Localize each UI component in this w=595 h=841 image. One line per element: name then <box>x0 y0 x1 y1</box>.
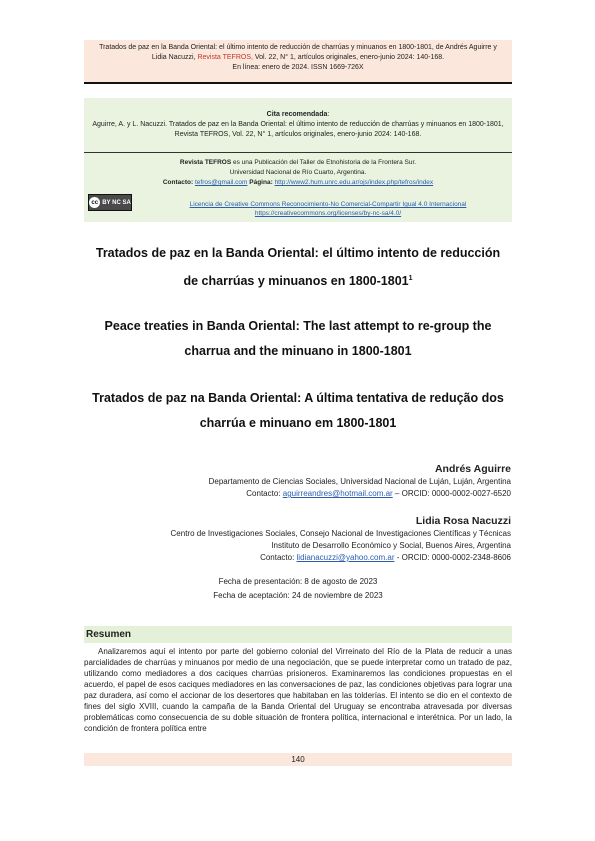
date-submitted: Fecha de presentación: 8 de agosto de 2023 <box>218 577 378 586</box>
header-line-1: Tratados de paz en la Banda Oriental: el último intento de reducción de charrúas y minuanos en 1800-1801, de Andrés Aguirre y <box>99 44 497 51</box>
license-link[interactable]: Licencia de Creative Commons Reconocimiento-No Comercial-Compartir Igual 4.0 Internacional <box>189 201 467 208</box>
journal-header <box>84 40 512 83</box>
citation-divider <box>84 152 512 153</box>
author-email-link[interactable]: lidianacuzzi@yahoo.com.ar <box>296 553 395 562</box>
header-line-3: En línea: enero de 2024. ISSN 1669-726X <box>232 64 364 71</box>
author-contact: Contacto: aguirreandres@hotmail.com.ar – ORCID: 0000-0002-0027-6520 <box>246 489 511 498</box>
license-row <box>88 194 508 218</box>
footnote-marker[interactable]: 1 <box>408 275 413 282</box>
header-divider <box>84 82 512 84</box>
title-spanish: Tratados de paz en la Banda Oriental: el último intento de reducción de charrúas y minuanos en 1800-1801$^1$ <box>95 246 501 289</box>
journal-contact: Contacto: tefros@gmail.com Página: http://www2.hum.unrc.edu.ar/ojs/index.php/tefros/index <box>162 179 434 186</box>
license-text <box>148 200 508 218</box>
author-email-link[interactable]: aguirreandres@hotmail.com.ar <box>282 489 393 498</box>
journal-name: Revista TEFROS, <box>197 54 253 61</box>
author-block-1 <box>71 462 511 500</box>
journal-info <box>84 158 512 188</box>
author-name: Andrés Aguirre <box>434 463 511 475</box>
university: Universidad Nacional de Río Cuarto, Argentina. <box>229 169 367 176</box>
journal-url-link[interactable]: http://www2.hum.unrc.edu.ar/ojs/index.php/tefros/index <box>274 179 434 186</box>
submission-dates <box>84 575 512 603</box>
page-number: 140 <box>84 753 512 766</box>
license-url-link[interactable]: https://creativecommons.org/licenses/by-nc-sa/4.0/ <box>254 210 402 217</box>
journal-email-link[interactable]: tefros@gmail.com <box>194 179 248 186</box>
author-block-2 <box>71 514 511 564</box>
author-affiliation: Departamento de Ciencias Sociales, Universidad Nacional de Luján, Luján, Argentina <box>208 477 511 486</box>
author-contact: Contacto: lidianacuzzi@yahoo.com.ar - ORCID: 0000-0002-2348-8606 <box>260 553 511 562</box>
header-line-2: Lidia Nacuzzi, Revista TEFROS, Vol. 22, N° 1, artículos originales, enero-junio 2024: 140-168. <box>151 54 445 61</box>
abstract-text: Analizaremos aquí el intento por parte del gobierno colonial del Virreinato del Río de la Plata de reducir a unas parcialidades de charrúas y minuanos por medio de una negociación, que se puede interpretar como un tratado de paz, utilizando como mediadores a dos caciques charrúas prisioneros. Examinaremos las condiciones propuestas en el acuerdo, el papel de esos caciques mediadores en las conversaciones de paz, las condiciones objetivas para lograr una paz duradera, así como el accionar de los desertores que habitaban en las tolderías. El intento se dio en el contexto de fines del siglo XVIII, cuando la campaña de la Banda Oriental del Uruguay se encontraba atravesada por diversas problemáticas como consecuencia de su doble situación de frontera política, internacional e interétnica. Por un lado, la condición de frontera política entre <box>84 647 512 733</box>
abstract-heading: Resumen <box>84 626 512 643</box>
author-name: Lidia Rosa Nacuzzi <box>415 515 511 527</box>
citation-label: Cita recomendada: <box>266 111 330 118</box>
title-portuguese: Tratados de paz na Banda Oriental: A última tentativa de redução dos charrúa e minuano em 1800-1801 <box>92 391 504 430</box>
creative-commons-icon[interactable]: cc BY NC SA <box>88 194 132 211</box>
author-affiliation: Centro de Investigaciones Sociales, Consejo Nacional de Investigaciones Científicas y Técnicas <box>170 529 511 538</box>
journal-description: Revista TEFROS es una Publicación del Taller de Etnohistoria de la Frontera Sur. <box>179 159 417 166</box>
date-accepted: Fecha de aceptación: 24 de noviembre de 2023 <box>213 591 383 600</box>
citation-text: Aguirre, A. y L. Nacuzzi. Tratados de paz en la Banda Oriental: el último intento de reducción de charrúas y minuanos en 1800-1801, Revista TEFROS, Vol. 22, N° 1, artículos originales, enero-junio 2024: 140-168. <box>92 121 504 138</box>
author-affiliation-2: Instituto de Desarrollo Económico y Social, Buenos Aires, Argentina <box>271 541 511 550</box>
cc-circle-icon: cc <box>89 197 100 208</box>
title-english: Peace treaties in Banda Oriental: The last attempt to re-group the charrua and the minuano in 1800-1801 <box>104 319 492 358</box>
